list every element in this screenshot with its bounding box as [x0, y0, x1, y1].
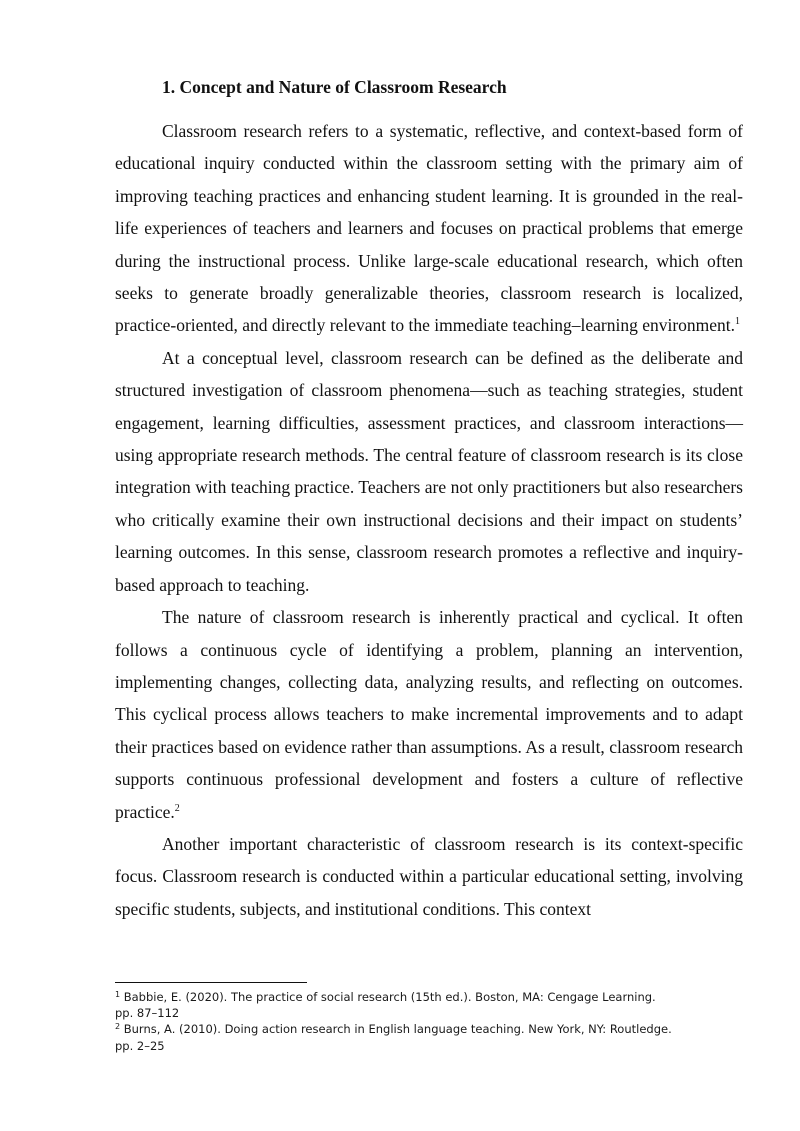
footnote-mark: 2 — [115, 1022, 121, 1032]
paragraph — [115, 342, 743, 601]
footnote-reference: 1 — [735, 316, 741, 328]
paragraph — [115, 828, 743, 925]
section-heading: 1. Concept and Nature of Classroom Research — [162, 77, 507, 97]
footnote-mark: 1 — [115, 990, 121, 999]
paragraph — [115, 115, 743, 342]
paragraph-text: Another important characteristic of classroom research is its context-specific focus. Classroom research is conducted within a particular educational setting, involving specific students, subjects, and institutional conditions. This context — [115, 833, 743, 919]
paragraph-text: Classroom research refers to a systematic, reflective, and context-based form of educational inquiry conducted within the classroom setting with the primary aim of improving teaching practices and enhancing student learning. It is grounded in the real-life experiences of teachers and learners and focuses on practical problems that emerge during the instructional process. Unlike large-scale educational research, which often seeks to generate broadly generalizable theories, classroom research is localized, practice-oriented, and directly relevant to the immediate teaching–learning environment. — [115, 121, 743, 336]
footnote — [115, 989, 755, 1005]
paragraph-text: The nature of classroom research is inherently practical and cyclical. It often follows a continuous cycle of identifying a problem, planning an intervention, implementing changes, collecting data, analyzing results, and reflecting on outcomes. This cyclical process allows teachers to make incremental improvements and to adapt their practices based on evidence rather than assumptions. As a result, classroom research supports continuous professional development and fosters a culture of reflective practice. — [115, 607, 743, 822]
footnote-citation: Burns, A. (2010). Doing action research in English language teaching. New York, NY: Routledge. — [123, 1022, 672, 1037]
paragraph — [115, 601, 743, 828]
footnote-pages: pp. 87–112 — [115, 1006, 180, 1021]
footnote-citation: Babbie, E. (2020). The practice of social research (15th ed.). Boston, MA: Cengage Learning. — [123, 990, 656, 1004]
footnote — [115, 1021, 755, 1037]
footnote-reference: 2 — [174, 802, 180, 814]
paragraph-text: At a conceptual level, classroom research can be defined as the deliberate and structured investigation of classroom phenomena—such as teaching strategies, student engagement, learning difficulties, assessment practices, and classroom interactions—using appropriate research methods. The central feature of classroom research is its close integration with teaching practice. Teachers are not only practitioners but also researchers who critically examine their own instructional decisions and their impact on students’ learning outcomes. In this sense, classroom research promotes a reflective and inquiry-based approach to teaching. — [115, 347, 743, 595]
body-text — [115, 115, 743, 925]
footnote-separator — [115, 982, 307, 983]
footnotes — [115, 989, 755, 1054]
footnote-pages: pp. 2–25 — [115, 1038, 165, 1053]
